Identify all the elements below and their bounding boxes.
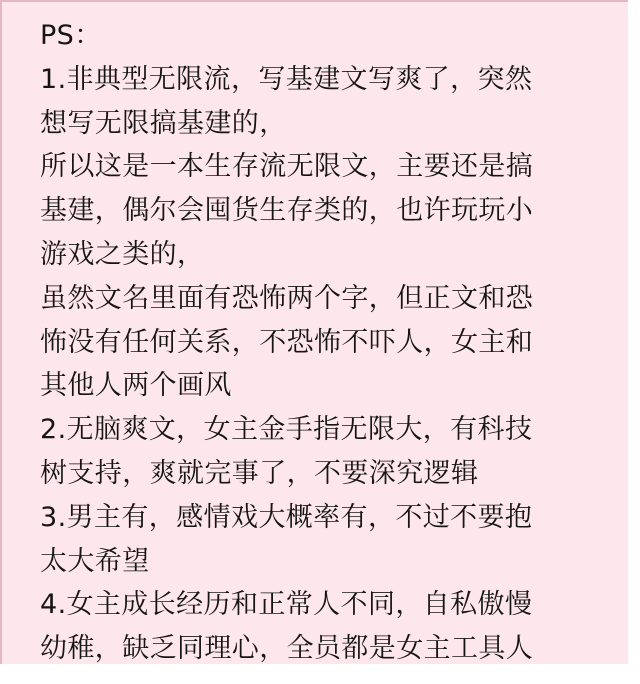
note-line: 其他人两个画风 <box>40 370 232 402</box>
bottom-margin <box>0 664 640 684</box>
note-line: 4.女主成长经历和正常人不同，自私傲慢 <box>40 589 533 621</box>
note-line: 树支持，爽就完事了，不要深究逻辑 <box>40 457 479 489</box>
note-line: 2.无脑爽文，女主金手指无限大，有科技 <box>40 414 533 446</box>
note-line: 怖没有任何关系，不恐怖不吓人，女主和 <box>40 326 534 358</box>
note-line: 想写无限搞基建的， <box>40 107 287 139</box>
note-line: 虽然文名里面有恐怖两个字，但正文和恐 <box>40 282 534 314</box>
note-line: 太大希望 <box>40 545 150 577</box>
note-line: 基建，偶尔会囤货生存类的，也许玩玩小 <box>40 195 534 227</box>
note-line: 幼稚，缺乏同理心，全员都是女主工具人 <box>40 633 534 664</box>
note-line: 1.非典型无限流，写基建文写爽了，突然 <box>40 63 533 95</box>
note-line: 3.男主有，感情戏大概率有，不过不要抱 <box>40 501 533 533</box>
author-note-text <box>40 14 533 664</box>
note-heading: PS： <box>40 20 102 51</box>
note-line: 游戏之类的， <box>40 238 205 270</box>
note-line: 所以这是一本生存流无限文，主要还是搞 <box>40 151 534 183</box>
